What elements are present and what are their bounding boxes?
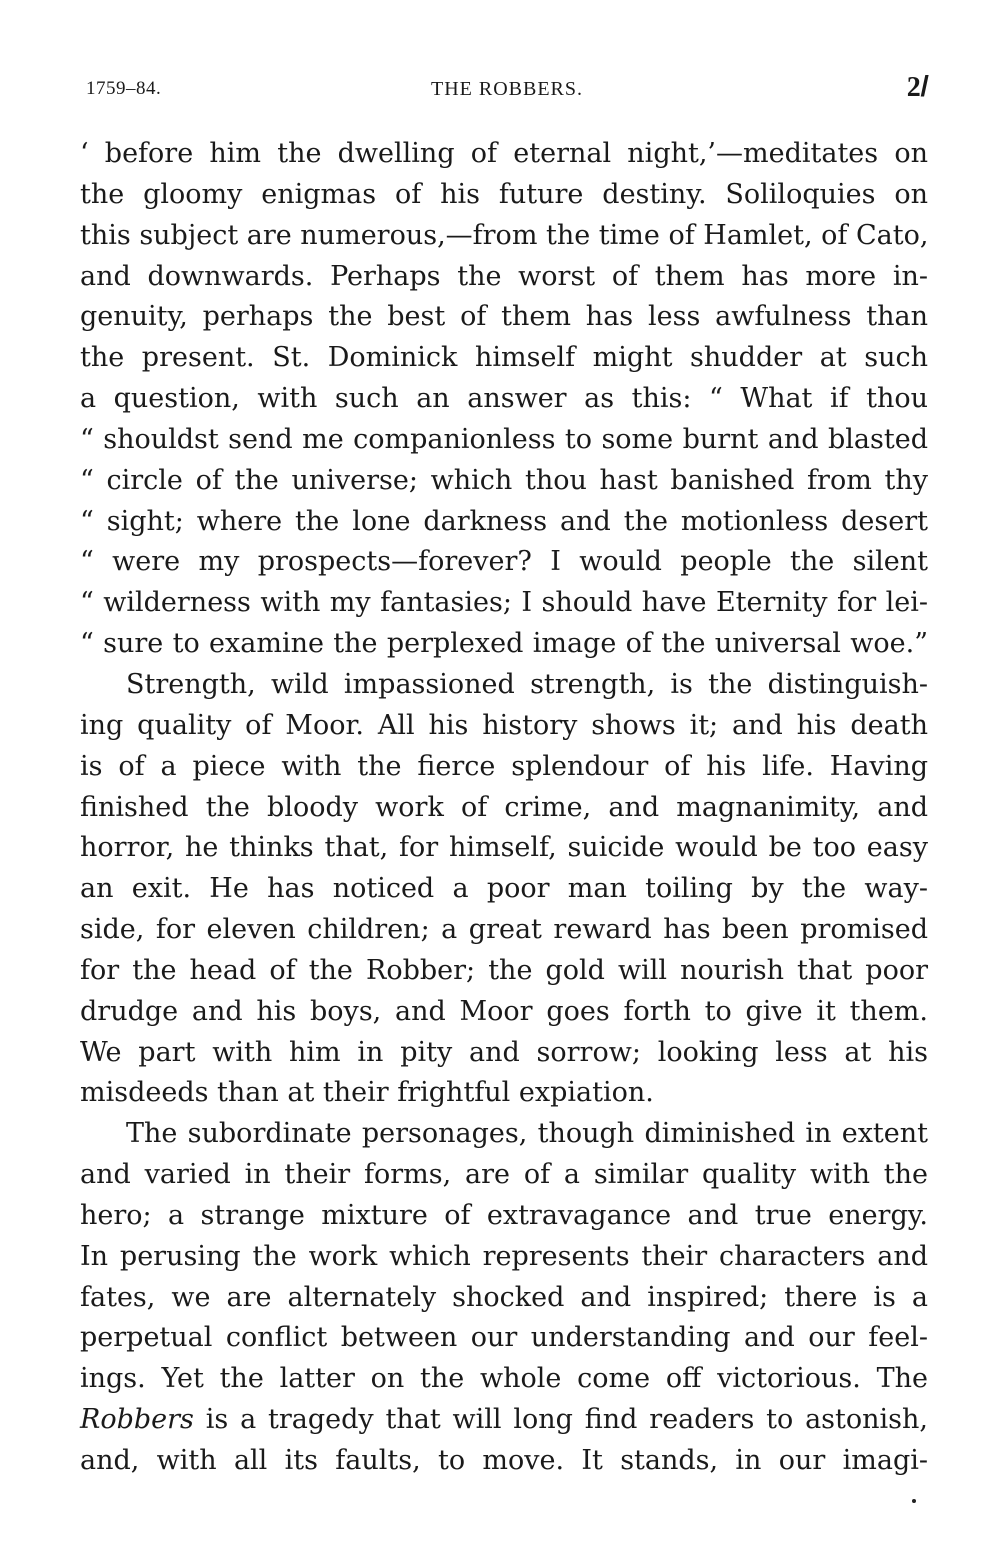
ink-speck <box>912 1499 916 1503</box>
text-line: the present. St. Dominick himself might shudder at such <box>80 342 928 374</box>
text-line: and, with all its faults, to move. It stands, in our imagi- <box>80 1445 928 1476</box>
quote-line: “ sure to examine the perplexed image of the universal woe.” <box>80 628 928 660</box>
text-line: ing quality of Moor. All his history shows it; and his death <box>80 709 928 741</box>
body-text <box>80 134 928 1482</box>
quote-line: “ circle of the universe; which thou hast banished from thy <box>80 464 928 496</box>
text-line-rest: is a tragedy that will long find readers to astonish, <box>205 1404 928 1436</box>
text-line: this subject are numerous,—from the time of Hamlet, of Cato, <box>80 219 929 251</box>
text-line: ings. Yet the latter on the whole come off victorious. The <box>80 1363 928 1395</box>
text-line: an exit. He has noticed a poor man toiling by the way- <box>80 873 928 905</box>
running-head <box>86 74 928 104</box>
text-line: fates, we are alternately shocked and inspired; there is a <box>80 1281 928 1313</box>
text-line: genuity, perhaps the best of them has less awfulness than <box>80 301 928 333</box>
date-range: 1759–84. <box>86 78 162 99</box>
text-line: side, for eleven children; a great reward has been promised <box>80 914 928 946</box>
page-number: 2𝑙 <box>906 72 928 103</box>
text-line: for the head of the Robber; the gold will nourish that poor <box>80 954 928 986</box>
text-line: ‘ before him the dwelling of eternal night,’—meditates on <box>80 138 928 169</box>
quote-line: “ sight; where the lone darkness and the motionless desert <box>80 505 928 537</box>
paragraph-start: Strength, wild impassioned strength, is the distinguish- <box>126 668 928 700</box>
text-line: finished the bloody work of crime, and magnanimity, and <box>80 791 928 823</box>
text-line: and varied in their forms, are of a similar quality with the <box>80 1159 928 1191</box>
text-line: and downwards. Perhaps the worst of them has more in- <box>80 260 928 292</box>
quote-line: “ shouldst send me companionless to some burnt and blasted <box>80 423 928 455</box>
text-line: horror, he thinks that, for himself, suicide would be too easy <box>80 832 928 864</box>
text-line: In perusing the work which represents their characters and <box>80 1240 928 1272</box>
text-line: drudge and his boys, and Moor goes forth to give it them. <box>80 995 928 1027</box>
text-line: We part with him in pity and sorrow; looking less at his <box>80 1036 928 1068</box>
quote-line: “ were my prospects—forever? I would people the silent <box>80 546 928 578</box>
quote-line: “ wilderness with my fantasies; I should have Eternity for lei- <box>80 587 928 619</box>
text-line: a question, with such an answer as this: “ What if thou <box>80 383 928 415</box>
italic-title: Robbers <box>80 1404 194 1436</box>
text-line: the gloomy enigmas of his future destiny. Soliloquies on <box>80 178 928 210</box>
text-line: is of a piece with the fierce splendour of his life. Having <box>80 750 928 782</box>
paragraph-start: The subordinate personages, though diminished in extent <box>126 1118 928 1150</box>
text-line: hero; a strange mixture of extravagance and true energy. <box>80 1199 928 1231</box>
chapter-title: THE ROBBERS. <box>430 78 584 100</box>
paragraph-end: misdeeds than at their frightful expiation. <box>80 1077 654 1109</box>
text-line <box>80 1400 928 1441</box>
text-line: perpetual conflict between our understanding and our feel- <box>80 1322 928 1354</box>
